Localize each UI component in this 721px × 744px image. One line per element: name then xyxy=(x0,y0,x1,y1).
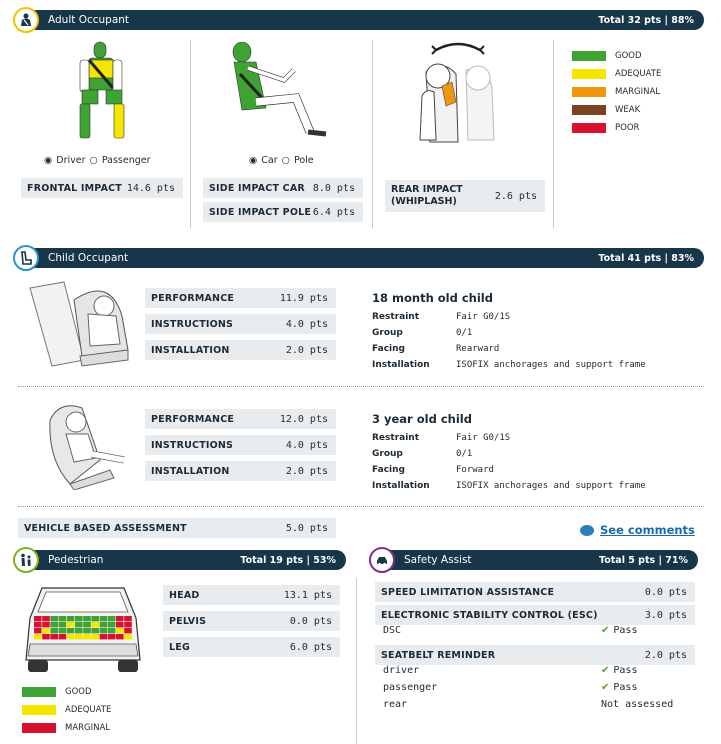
pelvis-value: 0.0 pts xyxy=(289,615,332,627)
legend-item: POOR xyxy=(572,119,639,137)
impact-grid-cell xyxy=(50,622,58,627)
seatbelt-reminder-value: 2.0 pts xyxy=(644,649,687,661)
vba-value: 5.0 pts xyxy=(285,522,328,534)
legend-item: MARGINAL xyxy=(572,83,660,101)
pedestrian-car-figure xyxy=(20,580,146,674)
legend-swatch xyxy=(572,105,606,115)
vehicle-based-assessment-row xyxy=(18,518,336,538)
impact-grid-cell xyxy=(108,628,116,633)
c1-installation-row: INSTALLATION 2.0 pts xyxy=(145,340,336,360)
vba-label: VEHICLE BASED ASSESSMENT xyxy=(24,522,187,534)
adult-header xyxy=(18,10,704,30)
driver-radio[interactable]: ◉ xyxy=(44,155,53,166)
side-impact-pole-value: 6.4 pts xyxy=(312,206,355,218)
c1-installation-value: 2.0 pts xyxy=(285,344,328,356)
speed-limitation-row xyxy=(375,582,695,602)
impact-grid-cell xyxy=(75,628,83,633)
impact-grid-cell xyxy=(42,616,50,621)
c1-instructions-value: 4.0 pts xyxy=(285,318,328,330)
speed-limitation-value: 0.0 pts xyxy=(644,586,687,598)
passenger-label: Passenger xyxy=(101,155,151,166)
check-icon: ✔ xyxy=(601,625,610,636)
impact-grid-cell xyxy=(100,616,108,621)
ped-legend-item: MARGINAL xyxy=(22,719,110,737)
leg-value: 6.0 pts xyxy=(289,641,332,653)
impact-grid-cell xyxy=(116,622,124,627)
safety-assist-car-icon xyxy=(369,547,395,573)
impact-grid-cell xyxy=(42,628,50,633)
impact-grid-cell xyxy=(116,634,124,639)
sbr-rear-status: Not assessed xyxy=(601,699,674,710)
see-comments-link[interactable]: See comments xyxy=(580,523,695,537)
impact-grid-cell xyxy=(91,622,99,627)
frontal-impact-value: 14.6 pts xyxy=(126,182,175,194)
rearward-child-seat-figure xyxy=(24,280,132,370)
divider xyxy=(190,40,191,228)
impact-grid-cell xyxy=(59,634,67,639)
child-title: Child Occupant xyxy=(48,252,129,264)
sbr-driver-status: ✔ Pass xyxy=(601,665,638,676)
car-radio[interactable]: ◉ xyxy=(249,155,258,166)
impact-grid-cell xyxy=(100,628,108,633)
c1-performance-value: 11.9 pts xyxy=(279,292,328,304)
legend-swatch xyxy=(22,687,56,697)
c1-info: Restraint Fair G0/1S Group 0/1 Facing Rearward Installation ISOFIX anchorages and support frame xyxy=(372,312,646,370)
child-total: Total 41 pts | 83% xyxy=(598,252,694,264)
impact-grid-cell xyxy=(34,616,42,621)
impact-grid-cell xyxy=(100,622,108,627)
forward-child-seat-figure xyxy=(40,400,132,490)
safety-assist-title: Safety Assist xyxy=(404,554,472,566)
check-icon: ✔ xyxy=(601,665,610,676)
speed-limitation-label: SPEED LIMITATION ASSISTANCE xyxy=(381,586,555,598)
impact-grid-cell xyxy=(100,634,108,639)
separator xyxy=(18,386,704,387)
pole-label: Pole xyxy=(293,155,314,166)
rear-impact-row xyxy=(385,180,545,212)
impact-grid-cell xyxy=(83,634,91,639)
rear-impact-sublabel: (WHIPLASH) xyxy=(391,196,457,207)
side-impact-car-row xyxy=(203,178,363,198)
c1-child-name: 18 month old child xyxy=(372,291,493,305)
impact-grid-cell xyxy=(91,616,99,621)
leg-row xyxy=(163,637,340,657)
divider xyxy=(356,578,357,744)
legend-item: WEAK xyxy=(572,101,640,119)
separator xyxy=(18,506,704,507)
c2-installation-row: INSTALLATION 2.0 pts xyxy=(145,461,336,481)
pelvis-label: PELVIS xyxy=(169,615,207,627)
c1-performance-row: PERFORMANCE 11.9 pts xyxy=(145,288,336,308)
impact-grid-cell xyxy=(75,622,83,627)
impact-grid-cell xyxy=(91,634,99,639)
impact-grid-cell xyxy=(116,628,124,633)
c2-instructions-value: 4.0 pts xyxy=(285,439,328,451)
sbr-passenger-label: passenger xyxy=(383,682,438,693)
impact-grid-cell xyxy=(67,622,75,627)
sbr-passenger-status: ✔ Pass xyxy=(601,682,638,693)
leg-label: LEG xyxy=(169,641,190,653)
pedestrian-icon xyxy=(13,547,39,573)
rear-impact-value: 2.6 pts xyxy=(494,190,537,202)
pedestrian-title: Pedestrian xyxy=(48,554,104,566)
frontal-dummy-figure xyxy=(74,40,134,140)
side-impact-car-value: 8.0 pts xyxy=(312,182,355,194)
impact-grid-cell xyxy=(67,634,75,639)
car-pole-radio xyxy=(249,155,314,166)
legend-swatch xyxy=(22,723,56,733)
impact-grid-cell xyxy=(83,616,91,621)
driver-label: Driver xyxy=(56,155,86,166)
impact-grid-cell xyxy=(124,616,132,621)
impact-grid-cell xyxy=(42,622,50,627)
pelvis-row xyxy=(163,611,340,631)
impact-grid-cell xyxy=(75,634,83,639)
impact-grid-cell xyxy=(50,628,58,633)
adult-title: Adult Occupant xyxy=(48,14,130,26)
comment-bubble-icon xyxy=(580,525,594,536)
impact-grid-cell xyxy=(83,622,91,627)
head-value: 13.1 pts xyxy=(283,589,332,601)
impact-grid-cell xyxy=(124,628,132,633)
impact-grid-cell xyxy=(34,634,42,639)
c2-performance-value: 12.0 pts xyxy=(279,413,328,425)
child-seat-icon xyxy=(13,245,39,271)
car-label: Car xyxy=(261,155,278,166)
c1-instructions-row: INSTRUCTIONS 4.0 pts xyxy=(145,314,336,334)
impact-grid-cell xyxy=(124,634,132,639)
head-row xyxy=(163,585,340,605)
impact-grid-cell xyxy=(67,628,75,633)
esc-label: ELECTRONIC STABILITY CONTROL (ESC) xyxy=(381,609,598,621)
legend-swatch xyxy=(22,705,56,715)
seatbelt-reminder-row xyxy=(375,645,695,665)
legend-swatch xyxy=(572,87,606,97)
impact-grid-cell xyxy=(91,628,99,633)
legend-item: ADEQUATE xyxy=(572,65,661,83)
c2-info: Restraint Fair G0/1S Group 0/1 Facing Forward Installation ISOFIX anchorages and support frame xyxy=(372,433,646,491)
side-dummy-figure xyxy=(226,40,336,140)
driver-passenger-radio xyxy=(44,155,151,166)
esc-row xyxy=(375,605,695,625)
impact-grid-cell xyxy=(108,634,116,639)
rear-impact-label: REAR IMPACT xyxy=(391,184,463,195)
sbr-driver-label: driver xyxy=(383,665,420,676)
impact-grid-cell xyxy=(42,634,50,639)
impact-grid-cell xyxy=(59,622,67,627)
dsc-label: DSC xyxy=(383,625,402,636)
impact-grid-cell xyxy=(34,628,42,633)
impact-grid-cell xyxy=(50,634,58,639)
side-impact-pole-label: SIDE IMPACT POLE xyxy=(209,206,312,218)
impact-grid-cell xyxy=(108,622,116,627)
divider xyxy=(553,40,554,228)
impact-grid-cell xyxy=(34,622,42,627)
ped-legend-item: GOOD xyxy=(22,683,92,701)
safety-assist-total: Total 5 pts | 71% xyxy=(599,554,688,566)
pedestrian-total: Total 19 pts | 53% xyxy=(240,554,336,566)
impact-grid-cell xyxy=(116,616,124,621)
c2-performance-row: PERFORMANCE 12.0 pts xyxy=(145,409,336,429)
dsc-status: ✔ Pass xyxy=(601,625,638,636)
impact-grid-cell xyxy=(67,616,75,621)
pole-radio[interactable]: ○ xyxy=(281,155,290,166)
legend-item: GOOD xyxy=(572,47,642,65)
side-impact-car-label: SIDE IMPACT CAR xyxy=(209,182,305,194)
esc-value: 3.0 pts xyxy=(644,609,687,621)
impact-grid-cell xyxy=(83,628,91,633)
adult-total: Total 32 pts | 88% xyxy=(598,14,694,26)
legend-swatch xyxy=(572,69,606,79)
impact-grid-cell xyxy=(108,616,116,621)
seatbelt-reminder-label: SEATBELT REMINDER xyxy=(381,649,496,661)
legend-swatch xyxy=(572,51,606,61)
head-label: HEAD xyxy=(169,589,200,601)
c2-installation-value: 2.0 pts xyxy=(285,465,328,477)
impact-grid-cell xyxy=(50,616,58,621)
frontal-impact-label: FRONTAL IMPACT xyxy=(27,182,122,194)
side-impact-pole-row xyxy=(203,202,363,222)
impact-grid-cell xyxy=(75,616,83,621)
frontal-impact-row xyxy=(21,178,183,198)
ped-legend-item: ADEQUATE xyxy=(22,701,111,719)
legend-swatch xyxy=(572,123,606,133)
passenger-radio[interactable]: ○ xyxy=(89,155,98,166)
impact-grid-cell xyxy=(124,622,132,627)
pedestrian-header xyxy=(18,550,346,570)
c2-child-name: 3 year old child xyxy=(372,412,472,426)
adult-occupant-icon xyxy=(13,7,39,33)
safety-assist-header xyxy=(374,550,698,570)
check-icon: ✔ xyxy=(601,682,610,693)
sbr-rear-label: rear xyxy=(383,699,408,710)
impact-grid-cell xyxy=(59,616,67,621)
whiplash-seat-figure xyxy=(412,40,502,144)
child-header xyxy=(18,248,704,268)
c2-instructions-row: INSTRUCTIONS 4.0 pts xyxy=(145,435,336,455)
impact-grid-cell xyxy=(59,628,67,633)
divider xyxy=(372,40,373,228)
